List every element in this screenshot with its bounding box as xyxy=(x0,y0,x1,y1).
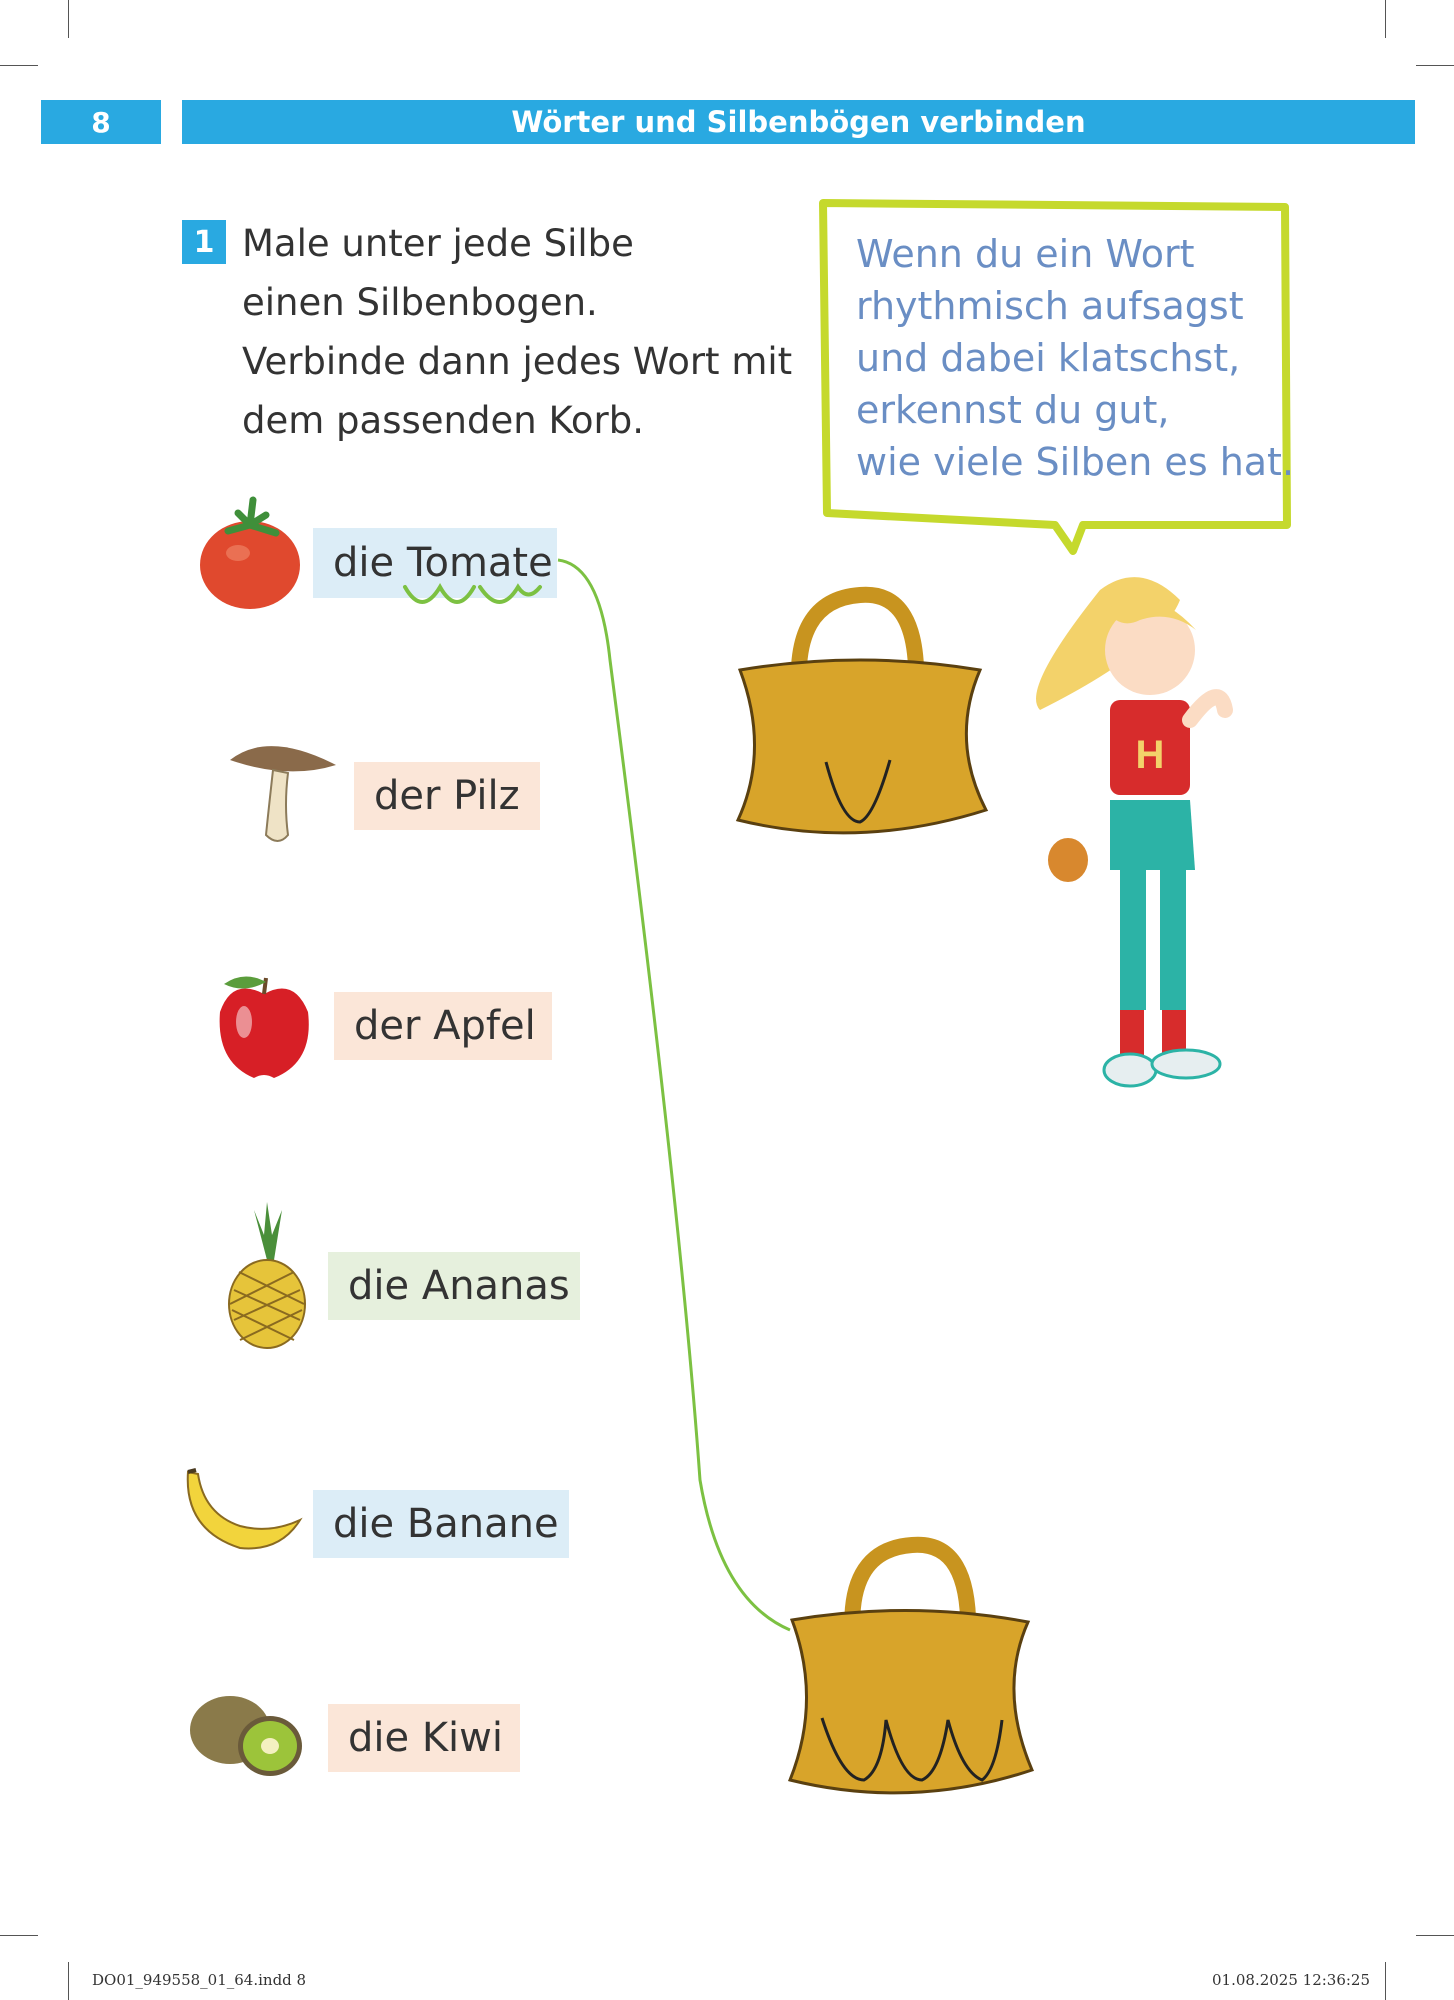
task-line: dem passenden Korb. xyxy=(242,399,644,442)
word-label-banane[interactable]: die Banane xyxy=(313,1490,569,1558)
pineapple-icon xyxy=(224,1200,310,1350)
word-label-apfel[interactable]: der Apfel xyxy=(334,992,552,1060)
apple-icon xyxy=(214,972,314,1082)
hint-line: Wenn du ein Wort xyxy=(856,232,1195,276)
word-label-pilz[interactable]: der Pilz xyxy=(354,762,540,830)
footer-date: 01.08.2025 12:36:25 xyxy=(1212,1971,1371,1989)
word-label-ananas[interactable]: die Ananas xyxy=(328,1252,580,1320)
word-label-tomate[interactable]: die Tomate xyxy=(313,528,557,598)
hint-line: wie viele Silben es hat. xyxy=(856,440,1295,484)
one-syllable-basket[interactable] xyxy=(730,590,992,850)
task-line: einen Silbenbogen. xyxy=(242,281,598,324)
banana-icon xyxy=(180,1470,304,1560)
tomato-icon xyxy=(198,495,304,615)
footer-file: DO01_949558_01_64.indd 8 xyxy=(92,1971,307,1989)
task-line: Male unter jede Silbe xyxy=(242,222,634,265)
hint-line: erkennst du gut, xyxy=(856,388,1170,432)
word-label-kiwi[interactable]: die Kiwi xyxy=(328,1704,520,1772)
hint-line: und dabei klatschst, xyxy=(856,336,1241,380)
page-title: Wörter und Silbenbögen verbinden xyxy=(182,100,1415,144)
kiwi-icon xyxy=(188,1690,312,1780)
svg-text:H: H xyxy=(1135,733,1165,777)
two-syllable-basket[interactable] xyxy=(782,1540,1036,1810)
page-number: 8 xyxy=(41,100,161,144)
hint-line: rhythmisch aufsagst xyxy=(856,284,1244,328)
task-number: 1 xyxy=(182,220,226,264)
girl-character-illustration xyxy=(1020,570,1250,1100)
mushroom-icon xyxy=(228,735,338,855)
task-line: Verbinde dann jedes Wort mit xyxy=(242,340,793,383)
